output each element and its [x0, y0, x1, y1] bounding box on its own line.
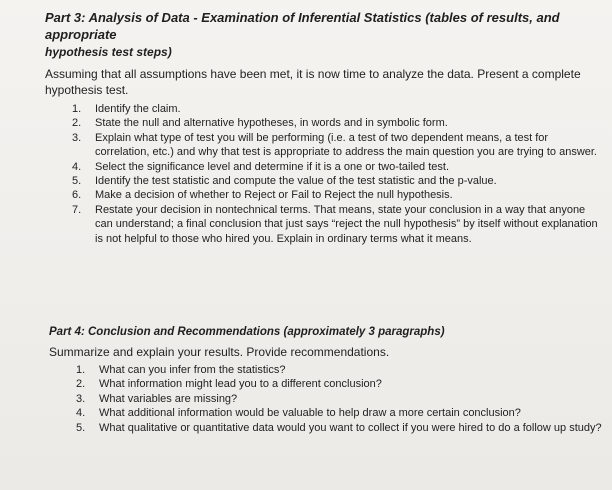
step-number: 6.	[72, 189, 82, 202]
step-number: 2.	[76, 378, 86, 391]
list-item	[76, 392, 604, 406]
list-item	[76, 363, 604, 377]
list-item	[76, 406, 604, 420]
list-item	[72, 131, 600, 160]
step-text: Make a decision of whether to Reject or Fail to Reject the null hypothesis.	[95, 189, 453, 202]
step-number: 2.	[72, 117, 82, 130]
part3-heading-cont: hypothesis test steps)	[45, 45, 172, 59]
step-number: 5.	[76, 421, 86, 434]
step-text: Identify the test statistic and compute the value of the test statistic and the p-value.	[95, 175, 497, 188]
step-text: Select the significance level and determine if it is a one or two-tailed test.	[95, 160, 450, 173]
list-item	[72, 102, 600, 116]
step-text: Explain what type of test you will be performing (i.e. a test of two dependent means, a test for correlation, etc.) and why that test is appropriate to address the main question you are trying to answer.	[95, 131, 597, 159]
part4-heading: Part 4: Conclusion and Recommendations (approximately 3 paragraphs)	[49, 326, 445, 338]
list-item	[72, 160, 600, 174]
step-text: What can you infer from the statistics?	[99, 364, 286, 376]
part4-intro: Summarize and explain your results. Provide recommendations.	[49, 345, 390, 359]
step-number: 7.	[72, 203, 82, 216]
step-text: Identify the claim.	[95, 103, 181, 115]
list-item	[76, 421, 604, 435]
list-item	[72, 203, 600, 246]
list-item	[76, 377, 604, 391]
list-item	[72, 188, 600, 202]
step-number: 3.	[72, 131, 82, 144]
part4-steps-list	[76, 363, 604, 435]
part3-heading-main: Part 3: Analysis of Data - Examination of Inferential Statistics (tables of results, and appropriate	[45, 10, 560, 42]
part3-intro: Assuming that all assumptions have been met, it is now time to analyze the data. Present a complete hypothesis test.	[45, 67, 581, 97]
list-item	[72, 116, 600, 130]
step-text: What additional information would be valuable to help draw a more certain conclusion?	[99, 407, 521, 420]
list-item	[72, 174, 600, 188]
step-number: 3.	[76, 392, 86, 405]
part4-section	[49, 324, 604, 435]
step-number: 5.	[72, 175, 82, 188]
step-text: Restate your decision in nontechnical terms. That means, state your conclusion in a way that anyone can understand; a final conclusion that just says “reject the null hypothesis” by itself without explanation is not helpful to those who hired you. Explain in ordinary terms what it means.	[95, 203, 598, 245]
part3-heading	[45, 9, 600, 61]
step-text: State the null and alternative hypotheses, in words and in symbolic form.	[95, 117, 448, 130]
step-text: What information might lead you to a different conclusion?	[99, 378, 382, 391]
step-number: 1.	[76, 364, 86, 376]
step-text: What qualitative or quantitative data would you want to collect if you were hired to do a follow up study?	[99, 421, 602, 434]
part3-section	[45, 9, 600, 246]
step-number: 4.	[76, 407, 86, 420]
step-text: What variables are missing?	[99, 392, 238, 405]
step-number: 4.	[72, 160, 82, 173]
part3-steps-list	[72, 102, 600, 246]
step-number: 1.	[72, 103, 82, 115]
